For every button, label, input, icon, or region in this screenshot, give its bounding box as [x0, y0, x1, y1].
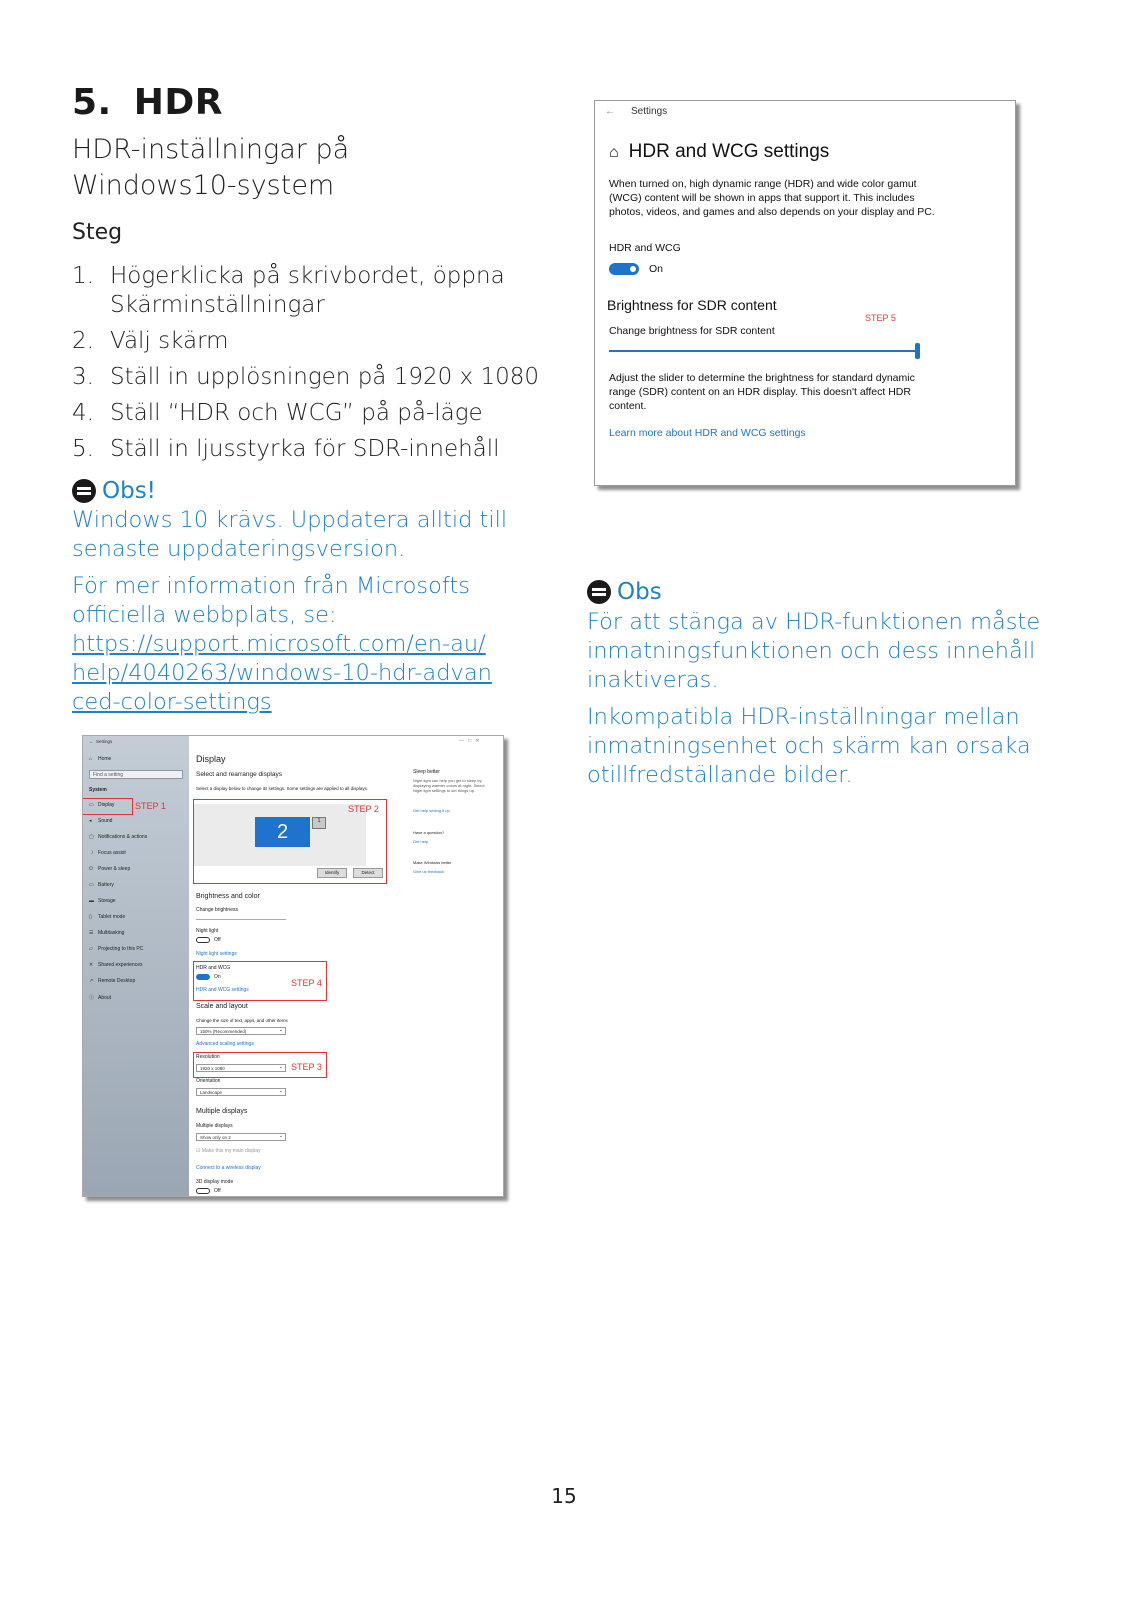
notification-icon: ▢: [89, 834, 94, 840]
note-heading: [72, 478, 522, 504]
note-icon: [587, 580, 611, 604]
step-item: [72, 399, 552, 428]
hdr-wcg-label: HDR and WCG: [196, 965, 231, 971]
sdr-slider-thumb[interactable]: [915, 343, 920, 359]
home-icon[interactable]: ⌂: [609, 144, 619, 161]
window-title: Settings: [631, 106, 668, 117]
3d-mode-label: 3D display mode: [196, 1179, 234, 1185]
sidebar-item-about[interactable]: ⓘ About: [89, 995, 112, 1001]
monitor-1[interactable]: 1: [312, 817, 326, 829]
note-icon: [72, 479, 96, 503]
note-paragraph: För mer information från Microsofts officiella webbplats, se:: [72, 573, 470, 628]
section-number: 5.: [72, 82, 112, 123]
note-paragraph: Windows 10 krävs. Uppdatera alltid till senaste uppdateringsversion.: [72, 507, 508, 562]
note-heading: [587, 579, 1047, 605]
window-controls[interactable]: [459, 738, 480, 744]
step-text: Ställ in ljusstyrka för SDR-innehåll: [110, 436, 500, 462]
back-arrow-icon[interactable]: ←: [89, 739, 97, 744]
sidebar-item-multitasking[interactable]: ☰ Multitasking: [89, 930, 125, 936]
hdr-wcg-state: On: [214, 974, 221, 980]
sidebar-item-power[interactable]: ⏻ Power & sleep: [89, 866, 131, 872]
orientation-select[interactable]: Landscape ⌄: [196, 1088, 286, 1096]
step-text: Högerklicka på skrivbordet, öppna Skärminställningar: [110, 263, 505, 318]
speaker-icon: ◂: [89, 818, 92, 824]
night-light-label: Night light: [196, 928, 219, 934]
hdr-wcg-settings-link[interactable]: HDR and WCG settings: [196, 987, 249, 993]
brightness-heading: Brightness and color: [196, 893, 260, 900]
3d-mode-toggle[interactable]: [196, 1188, 210, 1194]
scale-label: Change the size of text, apps, and other items: [196, 1018, 288, 1023]
question-heading: Have a question?: [413, 830, 445, 835]
step-1-highlight: [82, 798, 133, 815]
note-block-1: [72, 478, 522, 717]
multiple-displays-select[interactable]: Show only on 2 ⌄: [196, 1133, 286, 1141]
home-icon: ⌂: [89, 756, 93, 762]
scale-heading: Scale and layout: [196, 1003, 248, 1010]
note-heading-text: Obs!: [102, 478, 156, 504]
sdr-slider-track[interactable]: [609, 350, 917, 352]
hdr-settings-screenshot: [594, 100, 1016, 486]
sidebar-item-projecting[interactable]: ▱ Projecting to this PC: [89, 946, 144, 952]
step-text: Ställ “HDR och WCG” på på-läge: [110, 400, 483, 426]
sidebar-item-storage[interactable]: ▬ Storage: [89, 898, 116, 904]
storage-icon: ▬: [89, 898, 94, 904]
step-number: 1.: [72, 263, 94, 289]
step-3-label: STEP 3: [291, 1062, 322, 1072]
window-title: ← Settings: [89, 739, 113, 744]
identify-button[interactable]: Identify: [317, 868, 347, 878]
display-settings-screenshot: [82, 735, 504, 1197]
hdr-toggle[interactable]: [609, 263, 639, 275]
info-icon: ⓘ: [89, 995, 95, 1001]
sidebar-item-sound[interactable]: ◂ Sound: [89, 818, 113, 824]
detect-button[interactable]: Detect: [353, 868, 383, 878]
step-item: [72, 435, 552, 464]
steps-label: Steg: [72, 220, 123, 245]
monitor-2[interactable]: 2: [255, 817, 310, 847]
sidebar-item-battery[interactable]: ▭ Battery: [89, 882, 114, 888]
sidebar-item-remote[interactable]: ↗ Remote Desktop: [89, 978, 136, 984]
steps-list: [72, 262, 552, 471]
multiple-displays-heading: Multiple displays: [196, 1108, 248, 1115]
night-light-settings-link[interactable]: Night light settings: [196, 951, 237, 957]
connect-wireless-link[interactable]: Connect to a wireless display: [196, 1165, 261, 1171]
note-block-2: [587, 579, 1047, 790]
note-paragraph: Inkompatibla HDR-inställningar mellan inmatningsenhet och skärm kan orsaka otillfredställande bilder.: [587, 704, 1031, 788]
get-help-link[interactable]: Get help: [413, 839, 429, 844]
section-title-text: HDR: [133, 82, 223, 123]
resolution-label: Resolution: [196, 1054, 220, 1060]
scale-select[interactable]: 150% (Recommended) ⌄: [196, 1027, 286, 1035]
hdr-heading-text: HDR and WCG settings: [628, 141, 830, 162]
moon-icon: ☽: [89, 850, 94, 856]
step-number: 3.: [72, 364, 94, 390]
close-icon: ✕: [475, 738, 480, 744]
multitask-icon: ☰: [89, 930, 94, 936]
sidebar-item-home[interactable]: ⌂ Home: [89, 756, 112, 762]
make-windows-better-heading: Make Windows better: [413, 860, 452, 865]
select-displays-heading: Select and rearrange displays: [196, 771, 282, 778]
window-titlebar: [605, 106, 667, 117]
maximize-icon: □: [468, 738, 472, 744]
sidebar-item-display[interactable]: ▭ Display: [89, 802, 115, 808]
step-item: [72, 327, 552, 356]
sdr-adjust-text: Adjust the slider to determine the brightness for standard dynamic range (SDR) content on an HDR display. This doesn't affect HDR content.: [609, 372, 915, 412]
step-2-label: STEP 2: [348, 804, 379, 814]
step-text: Välj skärm: [110, 328, 229, 354]
hdr-heading: [609, 141, 829, 163]
monitor-icon: ▭: [89, 802, 94, 808]
multiple-displays-label: Multiple displays: [196, 1123, 233, 1129]
learn-more-link[interactable]: Learn more about HDR and WCG settings: [609, 427, 806, 439]
step-number: 4.: [72, 400, 94, 426]
select-displays-desc: Select a display below to change its settings. Some settings are applied to all displays.: [196, 786, 369, 791]
sidebar-item-focus[interactable]: ☽ Focus assist: [89, 850, 126, 856]
sidebar-item-notifications[interactable]: ▢ Notifications & actions: [89, 834, 148, 840]
give-feedback-link[interactable]: Give us feedback: [413, 869, 444, 874]
battery-icon: ▭: [89, 882, 94, 888]
hdr-toggle-state: On: [649, 263, 664, 275]
remote-icon: ↗: [89, 978, 94, 984]
hdr-toggle-label: HDR and WCG: [609, 242, 681, 254]
step-item: [72, 262, 552, 320]
step-number: 5.: [72, 436, 94, 462]
find-setting-input[interactable]: Find a setting: [89, 770, 183, 779]
orientation-label: Orientation: [196, 1078, 221, 1084]
help-setup-link[interactable]: Get help setting it up: [413, 808, 450, 813]
brightness-slider[interactable]: [196, 919, 286, 920]
sdr-slider-label: Change brightness for SDR content: [609, 325, 775, 337]
night-light-state: Off: [214, 937, 221, 943]
3d-mode-state: Off: [214, 1188, 221, 1194]
minimize-icon: —: [459, 738, 464, 744]
step-1-label: STEP 1: [135, 801, 166, 811]
power-icon: ⏻: [89, 866, 93, 872]
sidebar-item-shared[interactable]: ✕ Shared experiences: [89, 962, 143, 968]
sleep-better-desc: Night light can help you get to sleep by displaying warmer colors at night. Select Night light settings to set things up.: [413, 778, 485, 793]
night-light-toggle[interactable]: [196, 937, 210, 943]
resolution-select[interactable]: 1920 x 1080 ⌄: [196, 1064, 286, 1072]
microsoft-support-link[interactable]: https://support.microsoft.com/en-au/help/4040263/windows-10-hdr-advanced-color-settings: [72, 631, 492, 715]
section-subtitle: HDR-inställningar på Windows10-system: [72, 134, 350, 201]
tablet-icon: ▯: [89, 914, 92, 920]
project-icon: ▱: [89, 946, 93, 952]
advanced-scaling-link[interactable]: Advanced scaling settings: [196, 1041, 254, 1047]
shared-icon: ✕: [89, 962, 94, 968]
back-arrow-icon[interactable]: ←: [605, 106, 615, 117]
note-paragraph: För att stänga av HDR-funktionen måste inmatningsfunktionen och dess innehåll inaktiveras.: [587, 609, 1041, 693]
step-5-label: STEP 5: [865, 313, 896, 323]
page-number: 15: [551, 1484, 577, 1508]
step-item: [72, 363, 552, 392]
make-main-display-checkbox[interactable]: ☑ Make this my main display: [196, 1148, 261, 1154]
sidebar-item-tablet[interactable]: ▯ Tablet mode: [89, 914, 126, 920]
sdr-heading: Brightness for SDR content: [607, 297, 777, 313]
change-brightness-label: Change brightness: [196, 907, 238, 913]
sleep-better-heading: Sleep better: [413, 769, 440, 775]
sidebar-section-system: System: [89, 787, 107, 793]
note-heading-text: Obs: [617, 579, 662, 605]
section-title: [72, 82, 223, 123]
step-number: 2.: [72, 328, 94, 354]
step-text: Ställ in upplösningen på 1920 x 1080: [110, 364, 539, 390]
checkbox-icon: ☑: [196, 1148, 202, 1154]
display-title: Display: [196, 754, 226, 764]
step-4-label: STEP 4: [291, 978, 322, 988]
hdr-description: When turned on, high dynamic range (HDR) and wide color gamut (WCG) content will be shown in apps that support it. This includes photos, videos, and games and also depends on your display and PC.: [609, 178, 935, 218]
